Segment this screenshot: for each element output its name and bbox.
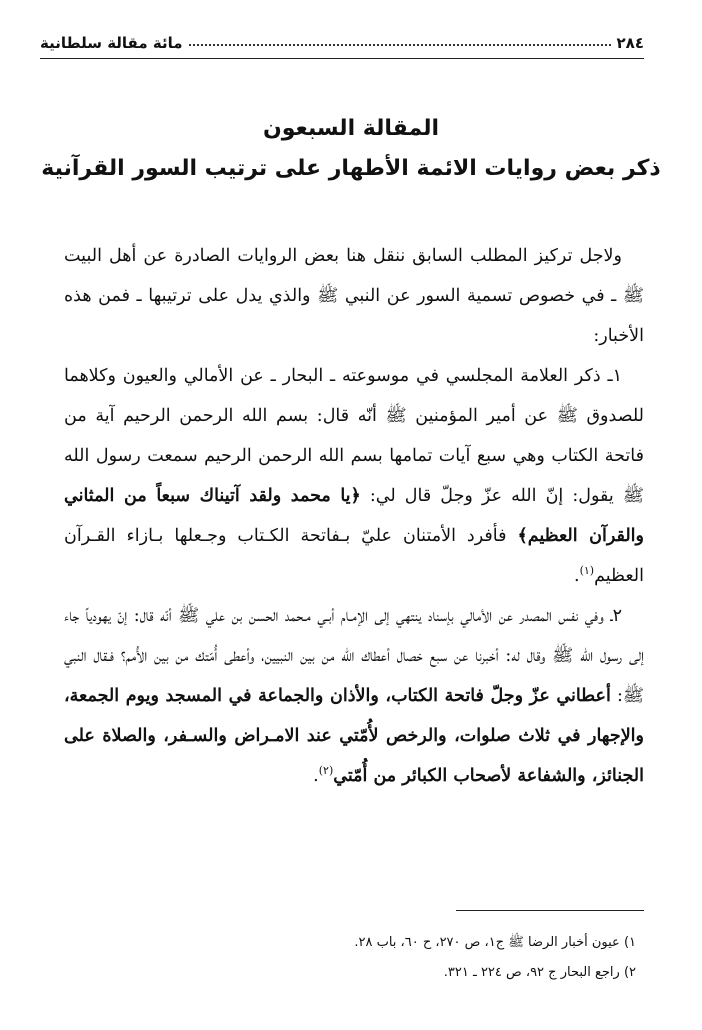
page-number: ٢٨٤ xyxy=(616,34,644,52)
footnote-ref-1[interactable]: (١) xyxy=(579,564,595,578)
footnote-rule xyxy=(456,910,644,911)
intro-paragraph: ولاجل تركيز المطلب السابق ننقل هنا بعض الروايات الصادرة عن أهل البيت ﷺ ـ في خصوص تسمية السور عن النبي ﷺ والذي يدل على ترتيبها ـ فمن هذه الأخبار: xyxy=(64,246,644,346)
body-text xyxy=(64,236,644,796)
narration-2-end: . xyxy=(313,766,319,786)
header-rule xyxy=(40,58,644,59)
narration-1-end: . xyxy=(573,566,580,586)
narration-1-quran-quote: ﴿يا محمد ولقد آتيناك سبعاً من المثاني والقرآن العظيم﴾ xyxy=(64,486,644,546)
essay-title: المقالة السبعون xyxy=(262,116,440,141)
footnote-1: ١) عيون أخبار الرضا ﷺ ج١، ص ٢٧٠، ح ٦٠، باب ٢٨. xyxy=(354,935,636,950)
book-title: مائة مقالة سلطانية xyxy=(40,34,183,52)
footnote-2: ٢) راجع البحار ج ٩٢، ص ٢٢٤ ـ ٣٢١. xyxy=(443,965,636,980)
header-leader-dots xyxy=(189,44,611,46)
narration-1-after: فأفرد الأمتنان عليّ بـفاتحة الكـتاب وجـعلها بـازاء القـرآن العظيم xyxy=(64,526,644,586)
narration-1 xyxy=(64,356,644,596)
footnote-ref-2[interactable]: (٢) xyxy=(318,764,334,778)
narration-1-text: ١ـ ذكر العلامة المجلسي في موسوعته ـ البحار ـ عن الأمالي والعيون وكلاهما للصدوق ﷺ عن أمير المؤمنين ﷺ أنّه قال: بسم الله الرحمن الرحيم آية من فاتحة الكتاب وهي سبع آيات تمامها بسم الله الرحمن الرحيم سمعت رسول الله ﷺ يقول: إنّ الله عزّ وجلّ قال لي: xyxy=(64,366,644,506)
narration-2-prophet-speech: أعطاني عزّ وجلّ فاتحة الكتاب، والأذان والجماعة في المسجد ويوم الجمعة، والإجهار في ثلاث صلوات، والرخص لأُمّتي عند الامـراض والسـفر، والصلاة على الجنائز، والشفاعة لأصحاب الكبائر من أُمّتي xyxy=(64,686,644,786)
essay-subtitle: ذكر بعض روايات الائمة الأطهار على ترتيب السور القرآنية xyxy=(41,156,661,181)
narration-2 xyxy=(64,596,644,796)
running-header xyxy=(40,30,644,56)
narration-2-text: ٢ـ وفي نفس المصدر عن الأمالي بإسناد ينتهي إلى الإمـام أبـي مـحمد الحسن بن علي ﷺ أنّه قال: إنّ يهودياً جاء إلى رسول الله ﷺ وقال له: أخبرنا عن سبع خصال أعطاك الله من بين النبيين، وأعطى أُمّتك من بين الأُمم؟ فـقال النبي ﷺ: xyxy=(64,606,644,706)
footnotes xyxy=(64,928,636,988)
